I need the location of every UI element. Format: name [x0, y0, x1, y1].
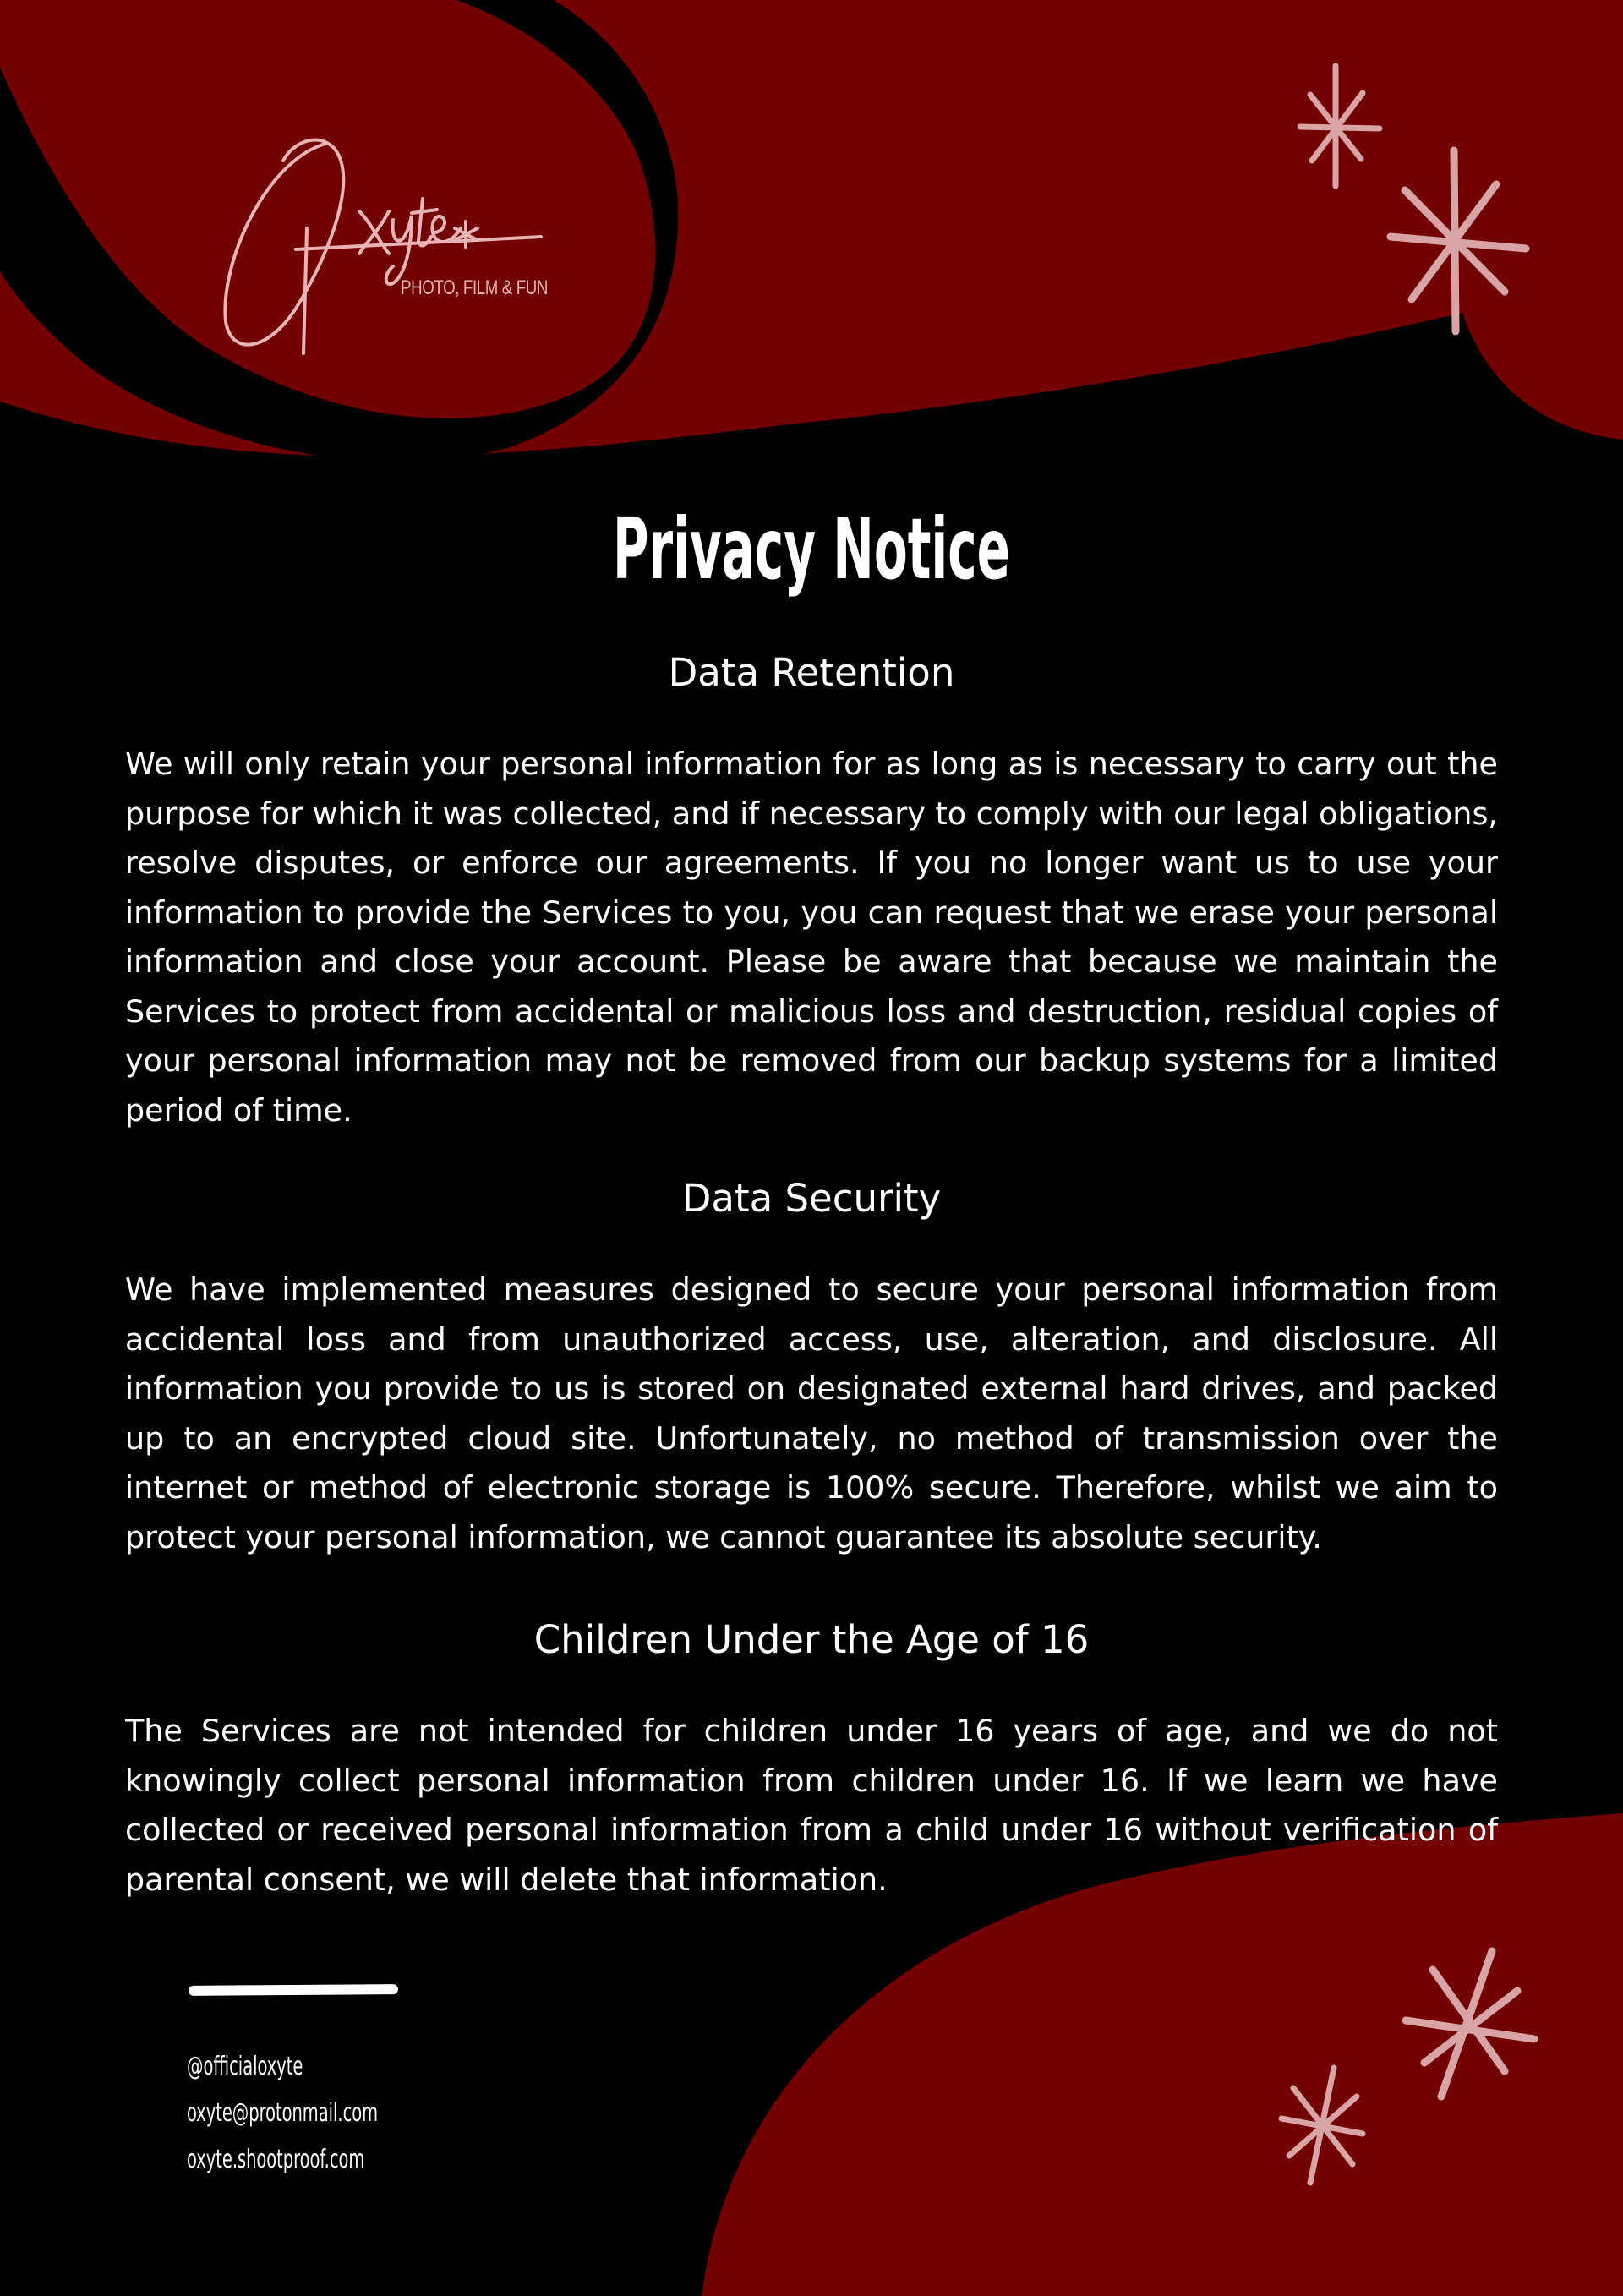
footer-divider	[189, 1984, 398, 1996]
contact-email[interactable]: oxyte@protonmail.com	[187, 2098, 379, 2128]
oxyte-logo	[216, 127, 571, 364]
sparkle-icon	[1293, 59, 1386, 194]
section-body: We have implemented measures designed to secure your personal information from accidental loss and from unauthorized access, use, alteration, and disclosure. All information you provide to us is stored on designated external hard drives, and packed up to an encrypted cloud site. Unfortunately, no method of transmission over the internet or method of electronic storage is 100% secure. Therefore, whilst we aim to protect your personal information, we cannot guarantee its absolute security.	[125, 1271, 1498, 1555]
sparkle-icon	[1399, 1944, 1543, 2105]
contact-social[interactable]: @officialoxyte	[187, 2052, 303, 2081]
section-heading: Data Security	[681, 1176, 942, 1221]
brand-tagline: PHOTO, FILM & FUN	[401, 276, 549, 299]
sparkle-icon	[1276, 2063, 1369, 2189]
page-title: Privacy Notice	[612, 500, 1011, 599]
section-heading: Data Retention	[668, 650, 955, 695]
section-body: We will only retain your personal information for as long as is necessary to carry out the purpose for which it was collected, and if necessary to comply with our legal obligations, resolve disputes, or enforce our agreements. If you no longer want us to use your information to provide the Services to you, you can request that we erase your personal information and close your account. Please be aware that because we maintain the Services to protect from accidental or malicious loss and destruction, residual copies of your personal information may not be removed from our backup systems for a limited period of time.	[125, 746, 1498, 1129]
sparkle-icon	[1386, 144, 1530, 338]
contact-website[interactable]: oxyte.shootproof.com	[187, 2145, 365, 2174]
section-heading: Children Under the Age of 16	[533, 1617, 1090, 1662]
section-body: The Services are not intended for children under 16 years of age, and we do not knowingly collect personal information from children under 16. If we learn we have collected or received personal information from a child under 16 without verification of parental consent, we will delete that information.	[125, 1713, 1498, 1898]
